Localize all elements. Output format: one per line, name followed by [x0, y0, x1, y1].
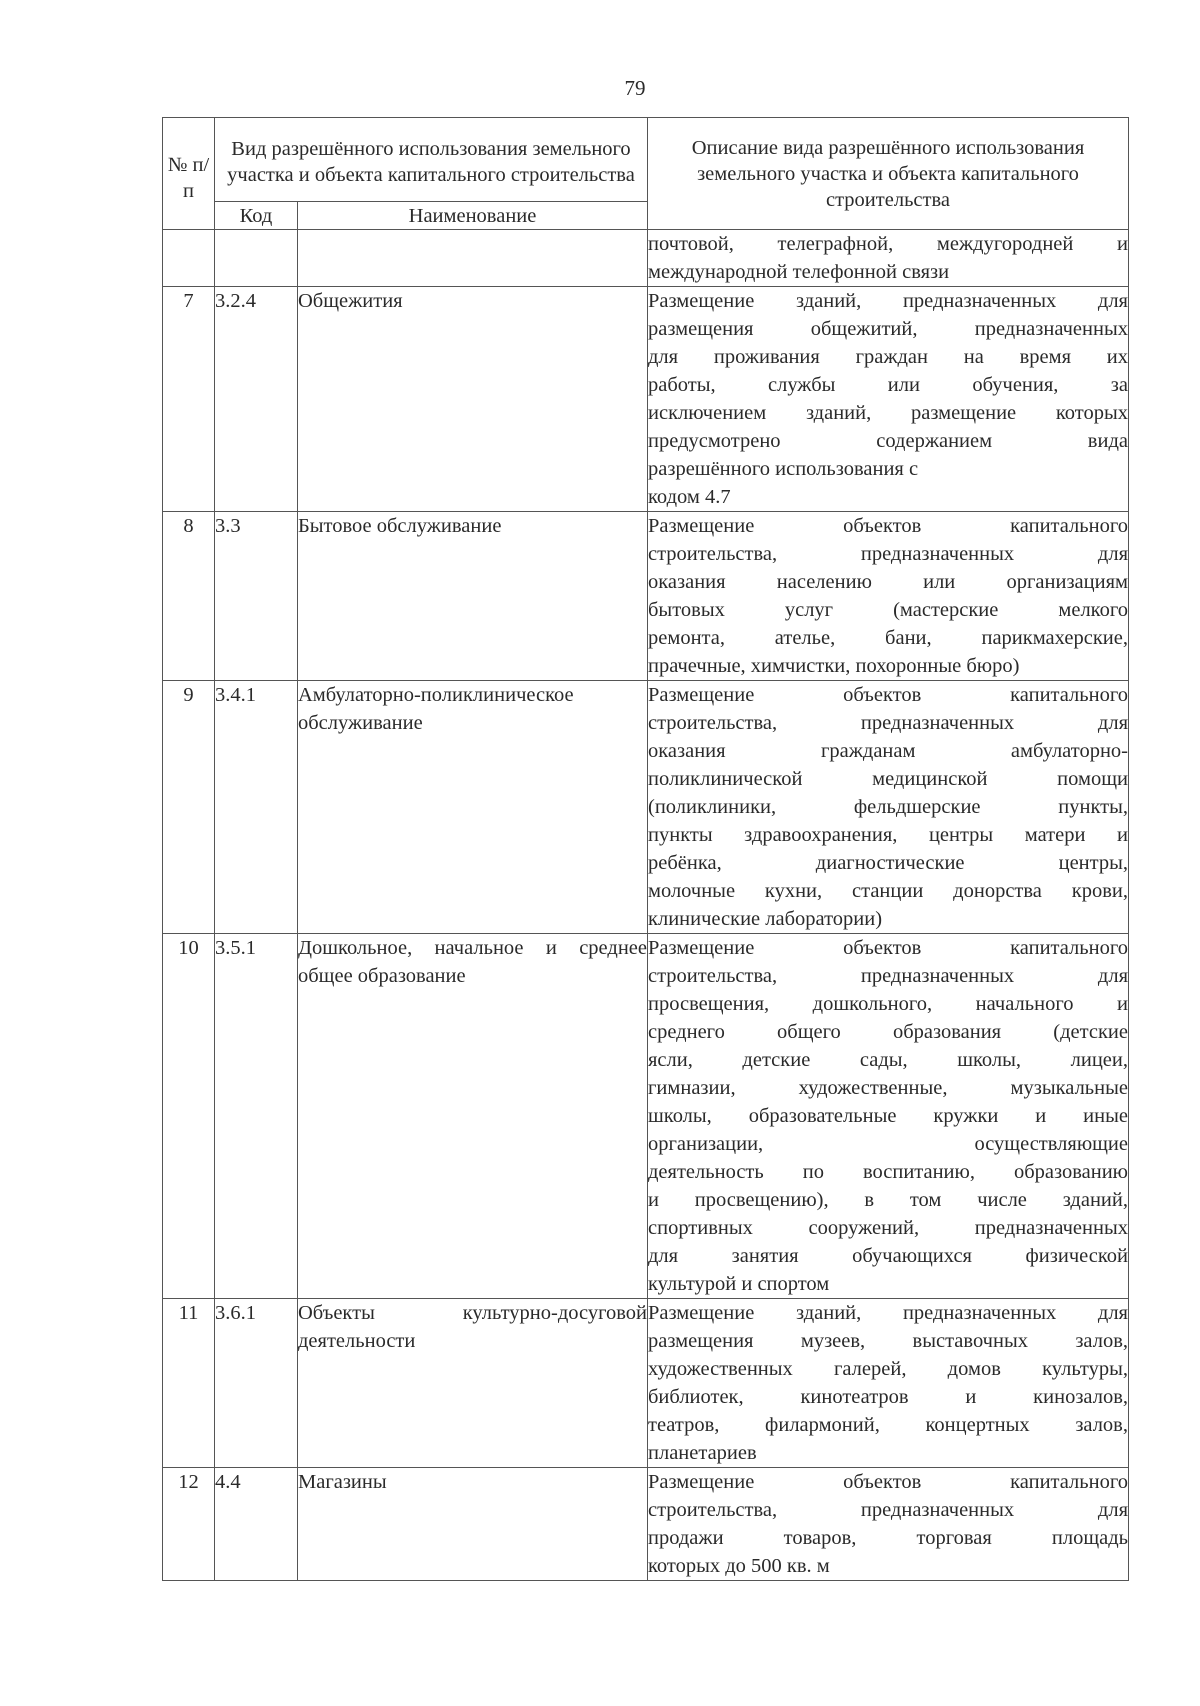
- description-line: библиотек, кинотеатров и кинозалов,: [648, 1386, 1128, 1408]
- description-line: Размещение зданий, предназначенных для: [648, 1302, 1128, 1324]
- table-row: [163, 1468, 1129, 1581]
- description-line: ребёнка, диагностические центры,: [648, 852, 1128, 874]
- row-code: 4.4: [215, 1468, 298, 1581]
- description-line: исключением зданий, размещение которых: [648, 402, 1128, 424]
- row-code: [215, 230, 298, 287]
- description-line: размещения общежитий, предназначенных: [648, 318, 1128, 340]
- row-name: [298, 230, 648, 287]
- description-line: и просвещению), в том числе зданий,: [648, 1189, 1128, 1211]
- row-description: [648, 512, 1129, 681]
- description-line: разрешённого использования с: [648, 458, 919, 480]
- description-line: планетариев: [648, 1442, 757, 1464]
- description-line: Размещение объектов капитального: [648, 684, 1128, 706]
- row-code: 3.3: [215, 512, 298, 681]
- description-line: почтовой, телеграфной, междугородней и: [648, 233, 1128, 255]
- description-line: бытовых услуг (мастерские мелкого: [648, 599, 1128, 621]
- row-description: [648, 230, 1129, 287]
- description-line: для проживания граждан на время их: [648, 346, 1128, 368]
- description-line: спортивных сооружений, предназначенных: [648, 1217, 1128, 1239]
- header-permitted-use: Вид разрешённого использования земельного участка и объекта капитального строительства: [215, 118, 648, 202]
- description-line: гимназии, художественные, музыкальные: [648, 1077, 1128, 1099]
- table-row: [163, 287, 1129, 512]
- description-line: Размещение зданий, предназначенных для: [648, 290, 1128, 312]
- table-row: [163, 230, 1129, 287]
- description-line: молочные кухни, станции донорства крови,: [648, 880, 1128, 902]
- header-name: Наименование: [298, 202, 648, 230]
- description-line: строительства, предназначенных для: [648, 1499, 1128, 1521]
- row-name: Дошкольное, начальное и среднее общее образование: [298, 934, 648, 1299]
- description-line: кодом 4.7: [648, 486, 731, 508]
- row-name: Бытовое обслуживание: [298, 512, 648, 681]
- description-line: школы, образовательные кружки и иные: [648, 1105, 1128, 1127]
- description-line: Размещение объектов капитального: [648, 515, 1128, 537]
- description-line: оказания гражданам амбулаторно-: [648, 740, 1128, 762]
- description-line: предусмотрено содержанием вида: [648, 430, 1128, 452]
- description-line: строительства, предназначенных для: [648, 543, 1128, 565]
- row-num: 10: [163, 934, 215, 1299]
- header-code: Код: [215, 202, 298, 230]
- description-line: ремонта, ателье, бани, парикмахерские,: [648, 627, 1128, 649]
- description-line: Размещение объектов капитального: [648, 1471, 1128, 1493]
- description-line: организации, осуществляющие: [648, 1133, 1128, 1155]
- description-line: поликлинической медицинской помощи: [648, 768, 1128, 790]
- description-line: размещения музеев, выставочных залов,: [648, 1330, 1128, 1352]
- row-description: [648, 934, 1129, 1299]
- description-line: клинические лаборатории): [648, 908, 883, 930]
- description-line: художественных галерей, домов культуры,: [648, 1358, 1128, 1380]
- row-description: [648, 287, 1129, 512]
- table-header: [163, 118, 1129, 230]
- row-description: [648, 1299, 1129, 1468]
- row-code: 3.2.4: [215, 287, 298, 512]
- description-line: среднего общего образования (детские: [648, 1021, 1128, 1043]
- table-row: [163, 681, 1129, 934]
- row-num: 7: [163, 287, 215, 512]
- description-line: продажи товаров, торговая площадь: [648, 1527, 1128, 1549]
- row-num: 12: [163, 1468, 215, 1581]
- row-name: Объекты культурно-досуговой деятельности: [298, 1299, 648, 1468]
- description-line: которых до 500 кв. м: [648, 1555, 830, 1577]
- row-code: 3.5.1: [215, 934, 298, 1299]
- description-line: прачечные, химчистки, похоронные бюро): [648, 655, 1020, 677]
- description-line: Размещение объектов капитального: [648, 937, 1128, 959]
- land-use-table: [162, 117, 1129, 1581]
- description-line: для занятия обучающихся физической: [648, 1245, 1128, 1267]
- description-line: просвещения, дошкольного, начального и: [648, 993, 1128, 1015]
- row-num: [163, 230, 215, 287]
- description-line: международной телефонной связи: [648, 261, 950, 283]
- description-line: работы, службы или обучения, за: [648, 374, 1128, 396]
- header-num: № п/п: [163, 118, 215, 230]
- description-line: деятельность по воспитанию, образованию: [648, 1161, 1128, 1183]
- row-num: 8: [163, 512, 215, 681]
- row-description: [648, 1468, 1129, 1581]
- table-row: [163, 934, 1129, 1299]
- page-number: 79: [624, 76, 646, 100]
- description-line: культурой и спортом: [648, 1273, 830, 1295]
- description-line: оказания населению или организациям: [648, 571, 1128, 593]
- table-row: [163, 1299, 1129, 1468]
- row-name: Магазины: [298, 1468, 648, 1581]
- table-row: [163, 512, 1129, 681]
- description-line: строительства, предназначенных для: [648, 965, 1128, 987]
- row-name: Общежития: [298, 287, 648, 512]
- row-code: 3.6.1: [215, 1299, 298, 1468]
- description-line: (поликлиники, фельдшерские пункты,: [648, 796, 1128, 818]
- description-line: ясли, детские сады, школы, лицеи,: [648, 1049, 1128, 1071]
- table-body: [163, 230, 1129, 1581]
- row-description: [648, 681, 1129, 934]
- header-description: Описание вида разрешённого использования земельного участка и объекта капитального строительства: [648, 118, 1129, 230]
- row-name: Амбулаторно-поликлиническое обслуживание: [298, 681, 648, 934]
- description-line: театров, филармоний, концертных залов,: [648, 1414, 1128, 1436]
- description-line: строительства, предназначенных для: [648, 712, 1128, 734]
- description-line: пункты здравоохранения, центры матери и: [648, 824, 1128, 846]
- row-num: 9: [163, 681, 215, 934]
- row-code: 3.4.1: [215, 681, 298, 934]
- row-num: 11: [163, 1299, 215, 1468]
